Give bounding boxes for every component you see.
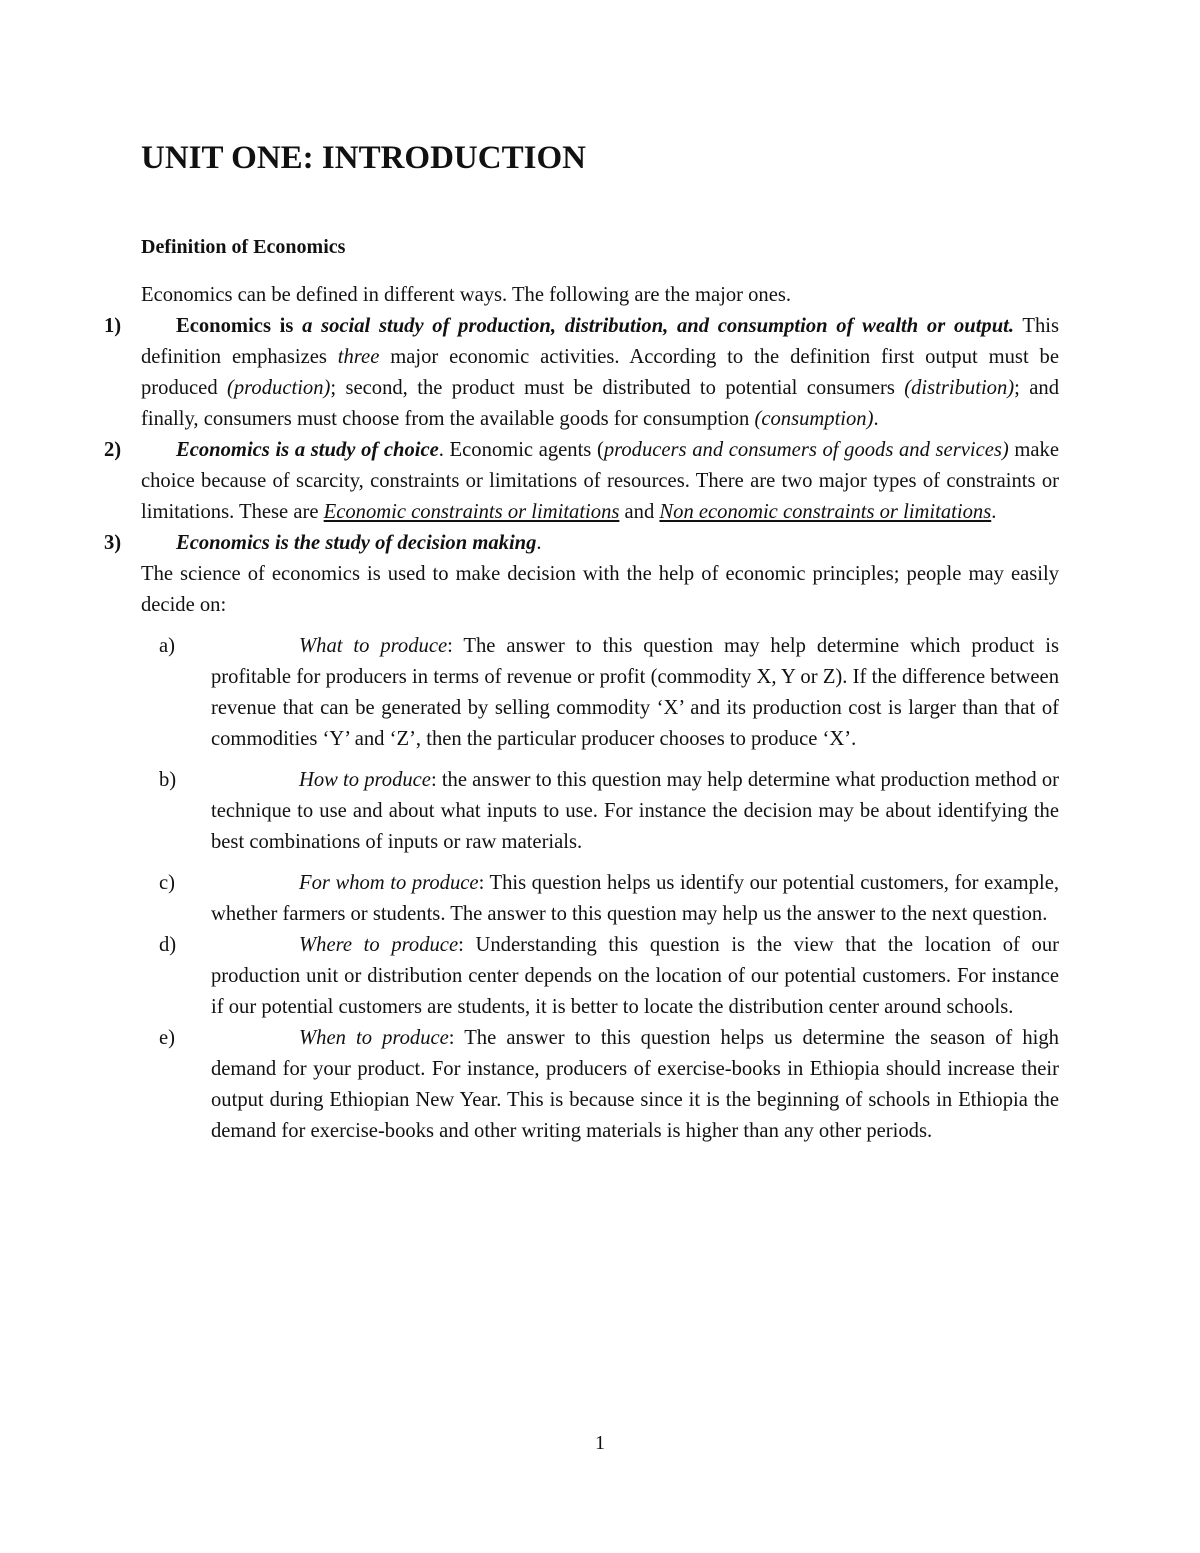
list-letter: b) — [159, 769, 177, 791]
question-text: : This question helps us identify our potential customers, for example, whether farmers or students. The answer to this question may help us the answer to the next question. — [211, 872, 1059, 925]
decision-intro: The science of economics is used to make decision with the help of economic principles; people may easily decide on: — [141, 563, 1059, 616]
definition-text: . — [991, 501, 997, 523]
list-item — [159, 868, 1059, 930]
list-number: 3) — [104, 532, 122, 554]
question-list — [159, 631, 1059, 1147]
definition-item-1 — [104, 311, 1059, 435]
intro-paragraph: Economics can be defined in different ways. The following are the major ones. — [141, 284, 792, 306]
question-label: What to produce — [299, 635, 448, 657]
list-item — [159, 765, 1059, 858]
list-number: 2) — [104, 439, 122, 461]
definition-text: ; and finally, consumers must choose from the available goods for consumption — [141, 377, 1059, 430]
list-item — [159, 1023, 1059, 1147]
question-label: For whom to produce — [299, 872, 479, 894]
definition-emphasis: a social study of production, distribution, and consumption of wealth or output. — [302, 315, 1015, 337]
definition-text: . — [873, 408, 879, 430]
definition-text: major economic activities. According to the definition first output must be produced — [141, 346, 1059, 399]
question-text: : the answer to this question may help determine what production method or technique to use and about what inputs to use. For instance the decision may be about identifying the best combinations of inputs or raw materials. — [211, 769, 1059, 853]
list-letter: e) — [159, 1027, 175, 1049]
definition-text: and — [619, 501, 660, 523]
page-title: UNIT ONE: INTRODUCTION — [141, 140, 586, 176]
question-label: Where to produce — [299, 934, 459, 956]
page-number: 1 — [595, 1432, 605, 1454]
definition-lead: Economics is — [176, 315, 303, 337]
definition-item-2 — [104, 435, 1059, 528]
list-number: 1) — [104, 315, 122, 337]
definition-text: ; second, the product must be distributed to potential consumers — [330, 377, 905, 399]
definition-emphasis: Economics is the study of decision making — [176, 532, 537, 554]
list-letter: c) — [159, 872, 175, 894]
definition-text: . Economic agents ( — [438, 439, 604, 461]
question-text: : The answer to this question helps us determine the season of high demand for your product. For instance, producers of exercise-books in Ethiopia should increase their output during Ethiopian New Year. This is because since it is the beginning of schools in Ethiopia the demand for exercise-books and other writing materials is higher than any other periods. — [211, 1027, 1059, 1142]
definition-italic: (distribution) — [904, 377, 1015, 399]
question-text: : Understanding this question is the view that the location of our production unit or distribution center depends on the location of our potential customers. For instance if our potential customers are students, it is better to locate the distribution center around schools. — [211, 934, 1059, 1018]
underlined-term: Economic constraints or limitations — [323, 501, 620, 523]
definition-italic: (production) — [227, 377, 331, 399]
definition-text: This definition emphasizes — [141, 315, 1059, 368]
definition-italic: producers and consumers of goods and services) — [603, 439, 1009, 461]
definition-italic: (consumption) — [754, 408, 874, 430]
list-item — [159, 631, 1059, 755]
section-heading: Definition of Economics — [141, 236, 346, 258]
definition-text: make choice because of scarcity, constraints or limitations of resources. There are two major types of constraints or limitations. These are — [141, 439, 1059, 523]
definition-item-3 — [104, 528, 1059, 559]
definition-text: . — [536, 532, 542, 554]
document-body — [104, 280, 1059, 1147]
definition-italic: three — [337, 346, 380, 368]
underlined-term: Non economic constraints or limitations — [659, 501, 992, 523]
list-item — [159, 930, 1059, 1023]
question-label: When to produce — [299, 1027, 449, 1049]
question-label: How to produce — [299, 769, 431, 791]
list-letter: d) — [159, 934, 177, 956]
question-text: : The answer to this question may help determine which product is profitable for producers in terms of revenue or profit (commodity X, Y or Z). If the difference between revenue that can be generated by selling commodity ‘X’ and its production cost is larger than that of commodities ‘Y’ and ‘Z’, then the particular producer chooses to produce ‘X’. — [211, 635, 1059, 750]
list-letter: a) — [159, 635, 175, 657]
definition-emphasis: Economics is a study of choice — [176, 439, 439, 461]
